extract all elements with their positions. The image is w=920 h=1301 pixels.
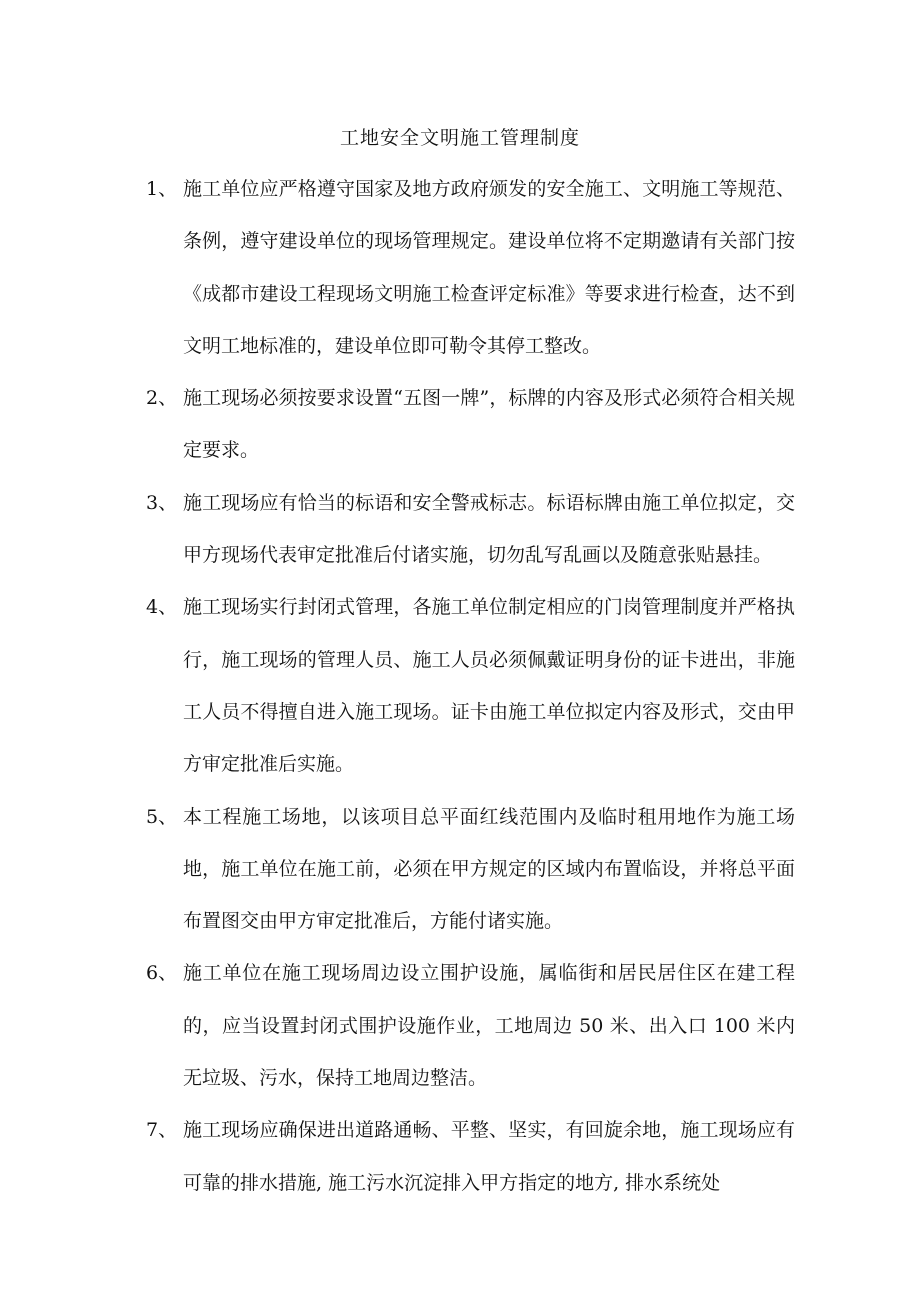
item-text: 施工现场应确保进出道路通畅、平整、坚实，有回旋余地，施工现场应有可靠的排水措施, 施工污水沉淀排入甲方指定的地方, 排水系统处 [183, 1119, 795, 1194]
regulation-item-7 [0, 1104, 920, 1209]
item-text: 本工程施工场地，以该项目总平面红线范围内及临时租用地作为施工场地，施工单位在施工前，必须在甲方规定的区域内布置临设，并将总平面布置图交由甲方审定批准后，方能付诸实施。 [183, 805, 795, 933]
item-number: 1、 [146, 178, 178, 200]
item-text: 施工现场实行封闭式管理，各施工单位制定相应的门岗管理制度并严格执行，施工现场的管理人员、施工人员必须佩戴证明身份的证卡进出，非施工人员不得擅自进入施工现场。证卡由施工单位拟定内容及形式，交由甲方审定批准后实施。 [183, 596, 795, 776]
item-number: 6、 [146, 962, 178, 985]
regulation-list [0, 163, 920, 1209]
regulation-item-4 [0, 581, 920, 790]
item-text: 施工单位应严格遵守国家及地方政府颁发的安全施工、文明施工等规范、条例，遵守建设单位的现场管理规定。建设单位将不定期邀请有关部门按《成都市建设工程现场文明施工检查评定标准》等要求进行检查，达不到文明工地标准的，建设单位即可勒令其停工整改。 [183, 178, 795, 357]
regulation-item-6 [0, 947, 920, 1104]
document-title: 工地安全文明施工管理制度 [339, 127, 580, 149]
regulation-item-1 [0, 163, 920, 372]
regulation-item-2 [0, 372, 920, 477]
item-text: 施工现场必须按要求设置“五图一牌”，标牌的内容及形式必须符合相关规定要求。 [183, 387, 795, 462]
item-text: 施工单位在施工现场周边设立围护设施，属临街和居民居住区在建工程的，应当设置封闭式围护设施作业，工地周边 50 米、出入口 100 米内无垃圾、污水，保持工地周边整洁。 [183, 962, 795, 1090]
item-text: 施工现场应有恰当的标语和安全警戒标志。标语标牌由施工单位拟定，交甲方现场代表审定批准后付诸实施，切勿乱写乱画以及随意张贴悬挂。 [183, 491, 795, 567]
item-number: 3、 [146, 491, 178, 514]
regulation-item-5 [0, 791, 920, 948]
item-number: 5、 [146, 805, 178, 828]
regulation-item-3 [0, 477, 920, 582]
item-number: 7、 [146, 1119, 178, 1142]
item-number: 4、 [146, 596, 178, 619]
item-number: 2、 [146, 387, 178, 410]
